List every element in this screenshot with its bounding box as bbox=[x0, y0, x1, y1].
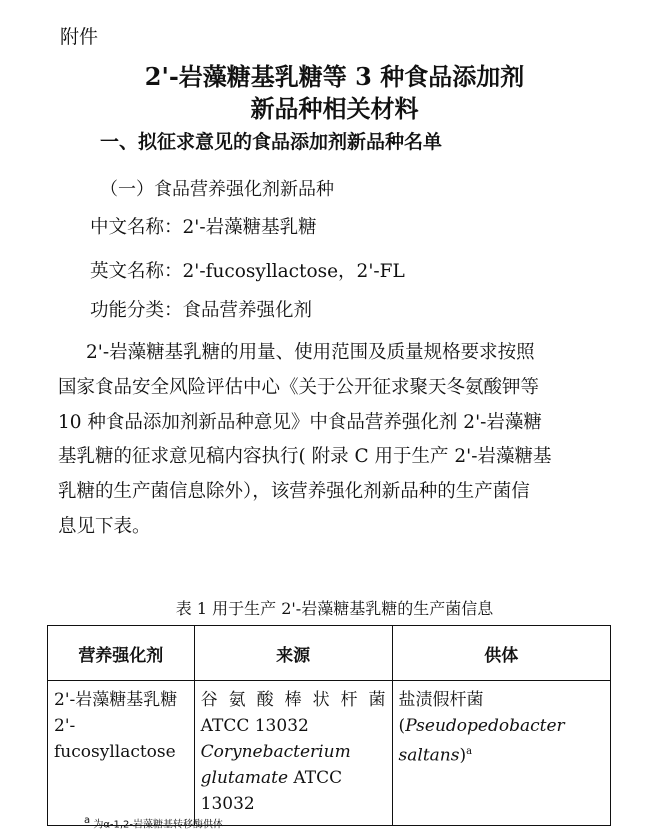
footnote-text: 为α-1,2-岩藻糖基转移酶供体 bbox=[90, 819, 224, 831]
table-row bbox=[48, 681, 611, 826]
attachment-label: 附件 bbox=[60, 26, 99, 48]
donor-latin-genus: Pseudopedobacter bbox=[405, 716, 565, 736]
paragraph-line: 乳糖的生产菌信息除外），该营养强化剂新品种的生产菌信 bbox=[58, 481, 530, 503]
body-paragraph bbox=[58, 336, 618, 545]
enhancer-en: 2'-fucosyllactose bbox=[54, 716, 176, 762]
cell-enhancer bbox=[48, 681, 195, 826]
chinese-name-field: 中文名称：2'-岩藻糖基乳糖 bbox=[90, 217, 317, 238]
paragraph-line: 2'-岩藻糖基乳糖的用量、使用范围及质量规格要求按照 bbox=[86, 342, 535, 363]
donor-latin-line1 bbox=[399, 713, 604, 739]
donor-cn: 盐渍假杆菌 bbox=[398, 690, 484, 710]
header-donor: 供体 bbox=[392, 626, 610, 681]
table-footnote bbox=[84, 815, 223, 830]
table-caption: 表 1 用于生产 2'-岩藻糖基乳糖的生产菌信息 bbox=[175, 599, 494, 618]
section-heading: 一、拟征求意见的食品添加剂新品种名单 bbox=[100, 131, 443, 153]
donor-latin-species: saltans bbox=[398, 745, 460, 766]
cell-donor bbox=[392, 681, 610, 826]
header-source: 来源 bbox=[194, 626, 392, 681]
donor-paren-close: ) bbox=[459, 745, 467, 766]
paragraph-line: 10 种食品添加剂新品种意见》中食品营养强化剂 2'-岩藻糖 bbox=[58, 411, 542, 433]
donor-paren-open: ( bbox=[398, 716, 406, 736]
source-strain-2: ATCC 13032 bbox=[200, 768, 343, 814]
document-title-line-1: 2'-岩藻糖基乳糖等 3 种食品添加剂 bbox=[144, 62, 525, 91]
source-latin-species: glutamate bbox=[200, 768, 289, 788]
english-name-field: 英文名称：2'-fucosyllactose，2'-FL bbox=[90, 261, 405, 282]
source-strain: ATCC 13032 bbox=[200, 716, 309, 736]
table-header-row bbox=[48, 626, 611, 681]
subsection-heading: （一）食品营养强化剂新品种 bbox=[100, 179, 334, 200]
donor-footnote-mark: a bbox=[466, 746, 473, 757]
header-enhancer: 营养强化剂 bbox=[48, 626, 195, 681]
source-latin-line2 bbox=[201, 765, 386, 817]
footnote-mark: a bbox=[84, 815, 91, 826]
enhancer-cn: 2'-岩藻糖基乳糖 bbox=[54, 690, 178, 710]
source-cn: 谷氨酸棒状杆菌 bbox=[200, 690, 386, 710]
paragraph-line: 国家食品安全风险评估中心《关于公开征求聚天冬氨酸钾等 bbox=[58, 376, 540, 398]
source-latin: Corynebacterium bbox=[200, 742, 351, 762]
paragraph-line: 基乳糖的征求意见稿内容执行( 附录 C 用于生产 2'-岩藻糖基 bbox=[58, 446, 552, 468]
producer-strain-table bbox=[47, 625, 611, 826]
function-class-field: 功能分类：食品营养强化剂 bbox=[90, 300, 313, 321]
cell-source bbox=[194, 681, 392, 826]
donor-latin-line2 bbox=[399, 739, 604, 769]
document-title-line-2: 新品种相关材料 bbox=[250, 94, 419, 123]
paragraph-line: 息见下表。 bbox=[58, 515, 151, 537]
